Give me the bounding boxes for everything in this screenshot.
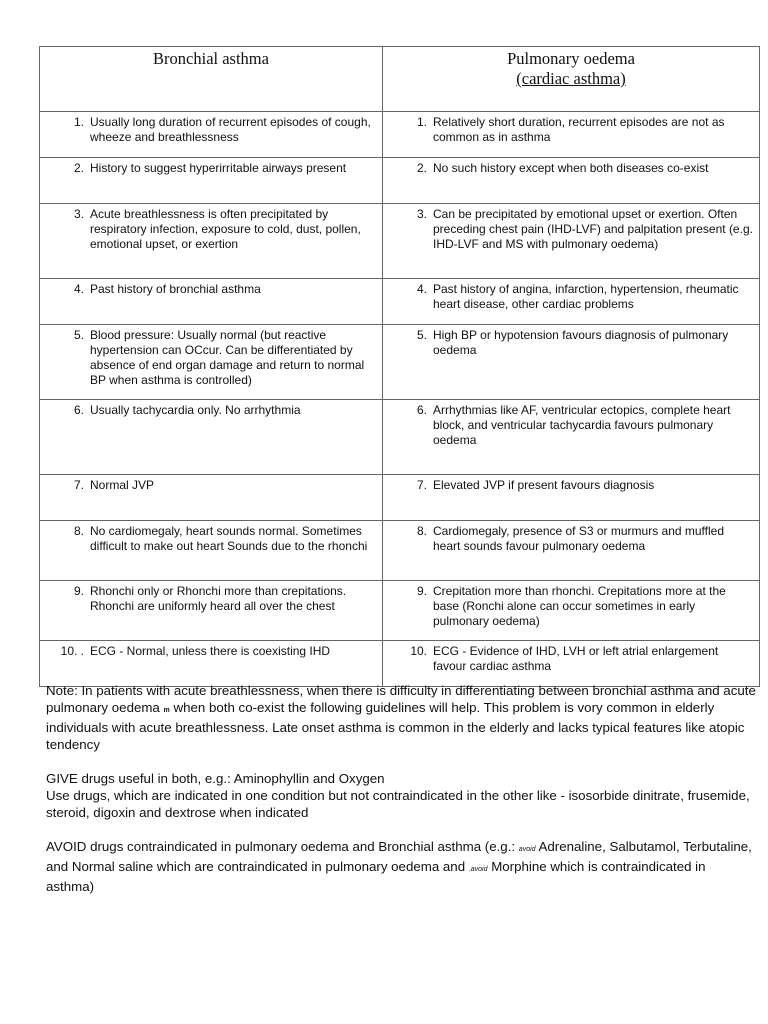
left-cell — [40, 521, 383, 581]
right-cell — [383, 279, 760, 325]
row-text: Cardiomegaly, presence of S3 or murmurs and muffled heart sounds favour pulmonary oedema — [433, 524, 725, 553]
note-small-mark: m — [163, 707, 170, 714]
row-text: ECG - Normal, unless there is coexisting IHD — [90, 644, 331, 658]
note-paragraph — [46, 682, 756, 753]
comparison-table — [39, 46, 760, 687]
row-text: Can be precipitated by emotional upset or exertion. Often preceding chest pain (IHD-LVF) and palpitation present (e.g. IHD-LVF and MS with pulmonary oedema) — [433, 207, 753, 251]
row-number: 4. — [416, 282, 427, 296]
row-text: Relatively short duration, recurrent episodes are not as common as in asthma — [433, 115, 725, 144]
row-text: High BP or hypotension favours diagnosis of pulmonary oedema — [433, 328, 729, 357]
row-text: Crepitation more than rhonchi. Crepitations more at the base (Ronchi alone can occur sometimes in early pulmonary oedema) — [433, 584, 726, 628]
note-text-end: when both co-exist the following guidelines will help. This problem is vory common in elderly individuals with acute breathlessness. Late onset asthma is common in the elderly and lacks typical features like atopic tendency — [46, 700, 745, 752]
row-text: Past history of angina, infarction, hypertension, rheumatic heart disease, other cardiac problems — [433, 282, 739, 311]
row-text: Normal JVP — [90, 478, 155, 492]
header-bronchial-asthma — [40, 47, 383, 112]
row-number: 3. — [416, 207, 427, 221]
row-number: 7. — [73, 478, 84, 492]
avoid-text-middle: Adrenaline, Salbutamol, Terbutaline, and Normal saline which are contraindicated in pulmonary oedema and — [46, 839, 752, 874]
row-number: 1. — [73, 115, 84, 129]
right-cell — [383, 641, 760, 687]
note-text-start: Note: In patients with acute breathlessness, when there is difficulty in differentiating between bronchial asthma and acute pulmonary oedema — [46, 683, 756, 715]
row-number: 7. — [416, 478, 427, 492]
table-row — [40, 641, 760, 687]
table-header-row — [40, 47, 760, 112]
row-number: 6. — [416, 403, 427, 417]
row-number: 2. — [416, 161, 427, 175]
avoid-small-label: .avoid — [468, 866, 488, 873]
right-cell — [383, 581, 760, 641]
comparison-table-wrapper — [39, 46, 759, 687]
left-cell — [40, 475, 383, 521]
row-text: Elevated JVP if present favours diagnosis — [433, 478, 655, 492]
notes-section — [46, 682, 756, 912]
right-cell — [383, 521, 760, 581]
header-right-subtitle: (cardiac asthma) — [516, 69, 626, 88]
row-number: 9. — [73, 584, 84, 598]
avoid-text-end: Morphine which is contraindicated in asthma) — [46, 859, 706, 894]
table-row — [40, 400, 760, 475]
row-text: History to suggest hyperirritable airways present — [90, 161, 347, 175]
avoid-small-label: avoid — [518, 846, 536, 853]
left-cell — [40, 158, 383, 204]
row-number: 1. — [416, 115, 427, 129]
header-right-title: Pulmonary oedema — [507, 49, 635, 68]
table-row — [40, 475, 760, 521]
row-text: No such history except when both diseases co-exist — [433, 161, 709, 175]
table-row — [40, 581, 760, 641]
row-text: Usually tachycardia only. No arrhythmia — [90, 403, 301, 417]
avoid-drugs-paragraph — [46, 838, 756, 895]
use-drugs-line: Use drugs, which are indicated in one condition but not contraindicated in the other like - isosorbide dinitrate, frusemide, steroid, digoxin and dextrose when indicated — [46, 788, 750, 820]
right-cell — [383, 400, 760, 475]
row-number: 6. — [73, 403, 84, 417]
table-row — [40, 204, 760, 279]
row-number: 8. — [73, 524, 84, 538]
row-number: 5. — [416, 328, 427, 342]
header-left-title: Bronchial asthma — [153, 49, 269, 68]
drug-guidance-paragraph — [46, 770, 756, 821]
right-cell — [383, 158, 760, 204]
row-text: ECG - Evidence of IHD, LVH or left atrial enlargement favour cardiac asthma — [433, 644, 719, 673]
row-number: 4. — [73, 282, 84, 296]
row-number: 8. — [416, 524, 427, 538]
row-number: 2. — [73, 161, 84, 175]
left-cell — [40, 112, 383, 158]
table-row — [40, 112, 760, 158]
left-cell — [40, 641, 383, 687]
right-cell — [383, 112, 760, 158]
table-row — [40, 158, 760, 204]
row-text: Rhonchi only or Rhonchi more than crepitations. Rhonchi are uniformly heard all over the chest — [90, 584, 347, 613]
left-cell — [40, 325, 383, 400]
avoid-text-start: AVOID drugs contraindicated in pulmonary oedema and Bronchial asthma (e.g.: — [46, 839, 516, 854]
left-cell — [40, 581, 383, 641]
row-text: Acute breathlessness is often precipitated by respiratory infection, exposure to cold, dust, pollen, emotional upset, or exertion — [90, 207, 361, 251]
right-cell — [383, 325, 760, 400]
table-row — [40, 279, 760, 325]
row-number: 5. — [73, 328, 84, 342]
left-cell — [40, 204, 383, 279]
header-pulmonary-oedema — [383, 47, 760, 112]
table-row — [40, 521, 760, 581]
row-number: 3. — [73, 207, 84, 221]
right-cell — [383, 204, 760, 279]
left-cell — [40, 279, 383, 325]
row-text: Blood pressure: Usually normal (but reactive hypertension can OCcur. Can be differentiated by absence of end organ damage and return to normal BP when asthma is controlled) — [90, 328, 365, 387]
row-text: Arrhythmias like AF, ventricular ectopics, complete heart block, and ventricular tachycardia favours pulmonary oedema — [433, 403, 731, 447]
row-text: Past history of bronchial asthma — [90, 282, 261, 296]
left-cell — [40, 400, 383, 475]
row-number: 10. — [410, 644, 427, 658]
table-row — [40, 325, 760, 400]
right-cell — [383, 475, 760, 521]
give-drugs-line: GIVE drugs useful in both, e.g.: Aminophyllin and Oxygen — [46, 771, 385, 786]
row-number: 10. . — [60, 644, 84, 658]
row-text: Usually long duration of recurrent episodes of cough, wheeze and breathlessness — [90, 115, 371, 144]
row-number: 9. — [416, 584, 427, 598]
row-text: No cardiomegaly, heart sounds normal. Sometimes difficult to make out heart Sounds due to the rhonchi — [90, 524, 368, 553]
